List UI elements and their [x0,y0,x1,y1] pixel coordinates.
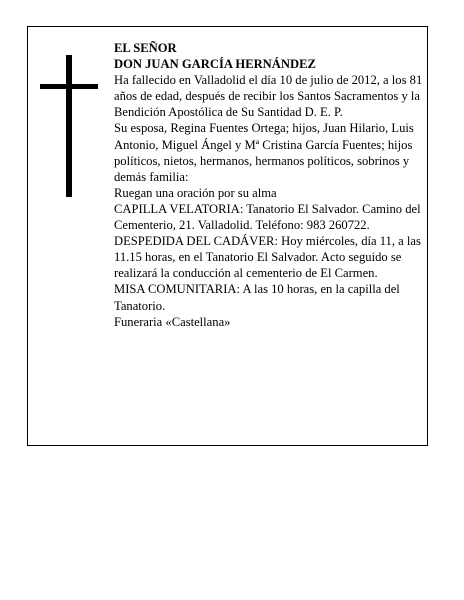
mass-info: MISA COMUNITARIA: A las 10 horas, en la capilla del Tanatorio. [114,282,400,313]
cross-horizontal-bar [40,84,98,89]
cross-vertical-bar [66,55,72,197]
obituary-text [114,40,424,330]
obituary-notice [27,26,428,446]
heading-title: EL SEÑOR [114,41,177,55]
family-list: Su esposa, Regina Fuentes Ortega; hijos, Juan Hilario, Luis Antonio, Miguel Ángel y Mª Cristina García Fuentes; hijos políticos, nietos, hermanos, hermanos políticos, sobrinos y demás familia: [114,121,414,184]
cross-icon [40,55,98,197]
farewell-info: DESPEDIDA DEL CADÁVER: Hoy miércoles, día 11, a las 11.15 horas, en el Tanatorio El Salvador. Acto seguido se realizará la conducción al cementerio de El Carmen. [114,234,421,281]
deceased-name: DON JUAN GARCÍA HERNÁNDEZ [114,57,316,72]
prayer-request: Ruegan una oración por su alma [114,185,277,200]
funeral-home: Funeraria «Castellana» [114,314,231,329]
wake-chapel-info: CAPILLA VELATORIA: Tanatorio El Salvador. Camino del Cementerio, 21. Valladolid. Teléfono: 983 260722. [114,201,421,233]
death-announcement: Ha fallecido en Valladolid el día 10 de julio de 2012, a los 81 años de edad, después de recibir los Santos Sacramentos y la Bendición Apostólica de Su Santidad D. E. P. [114,73,423,120]
